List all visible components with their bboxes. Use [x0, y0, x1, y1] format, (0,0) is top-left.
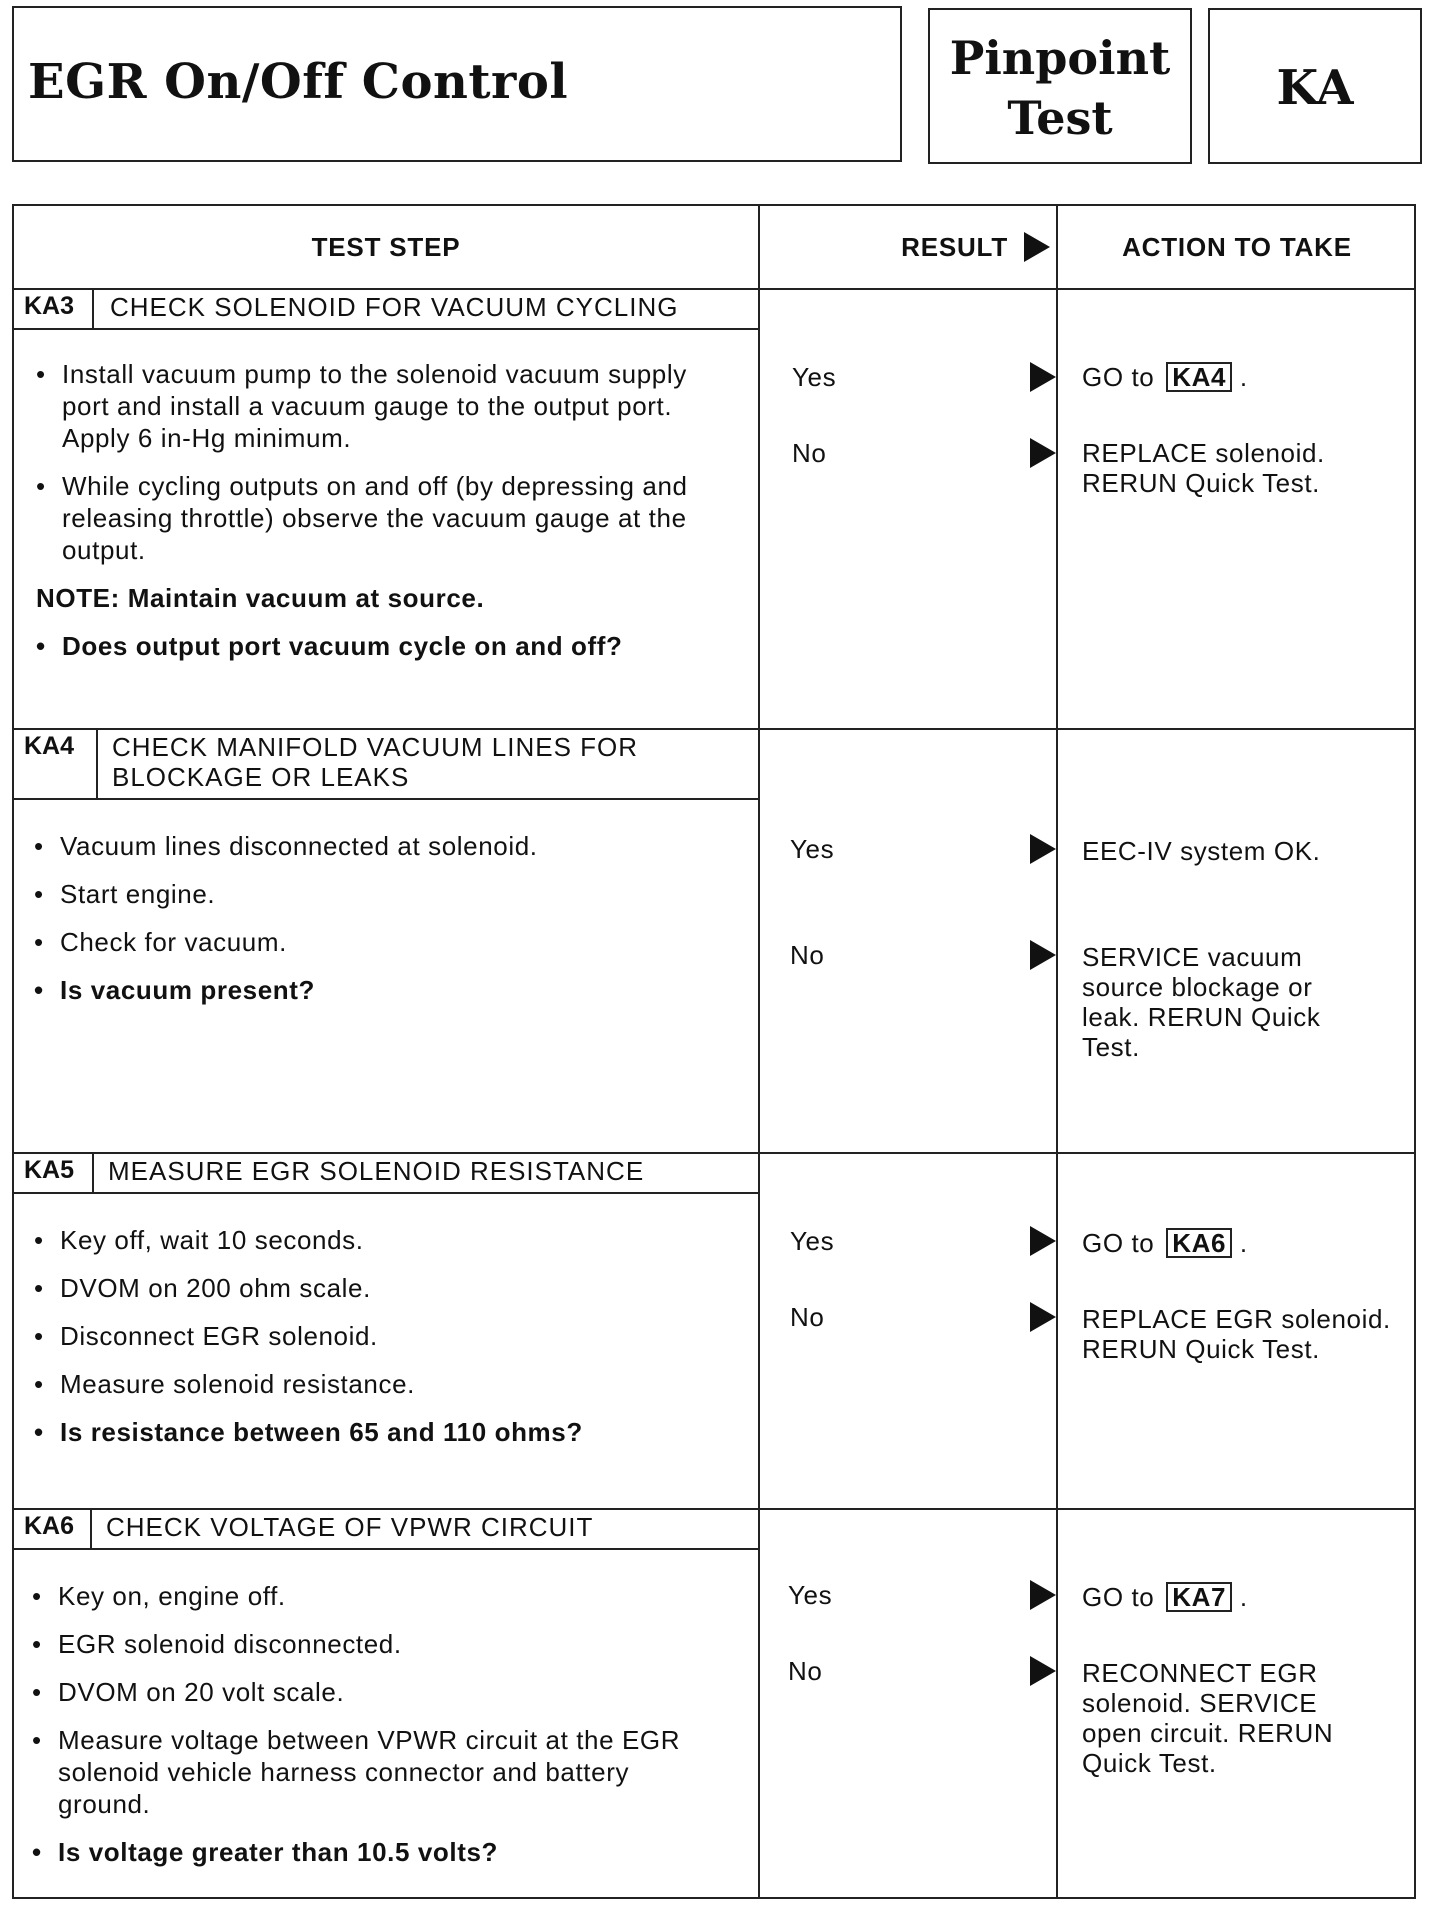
- result-no: No: [790, 940, 825, 970]
- action-period: .: [1239, 362, 1248, 392]
- step-title: MEASURE EGR SOLENOID RESISTANCE: [108, 1156, 645, 1186]
- list-item: • Check for vacuum.: [30, 926, 730, 958]
- result-no: No: [788, 1656, 823, 1686]
- pinpoint-line-1: Pinpoint: [949, 31, 1171, 85]
- header-test-step: TEST STEP: [311, 232, 461, 262]
- step-question: • Is resistance between 65 and 110 ohms?: [30, 1416, 730, 1448]
- step-ka4: [14, 728, 1414, 1154]
- pinpoint-line-2: Test: [1007, 91, 1113, 145]
- step-title: CHECK MANIFOLD VACUUM LINES FOR BLOCKAGE OR LEAKS: [112, 732, 639, 792]
- step-header: [14, 1152, 758, 1194]
- action-period: .: [1239, 1582, 1248, 1612]
- result-yes: Yes: [790, 1226, 835, 1256]
- title-box: [12, 6, 902, 162]
- step-reference[interactable]: KA4: [1166, 362, 1232, 392]
- step-header: [14, 728, 758, 800]
- result-yes-arrow-icon: [1030, 1226, 1056, 1256]
- pinpoint-test-label: [930, 28, 1190, 148]
- test-code-box: [1208, 8, 1422, 164]
- result-yes-arrow-icon: [1030, 362, 1056, 392]
- step-reference[interactable]: KA6: [1166, 1228, 1232, 1258]
- result-yes: Yes: [792, 362, 837, 392]
- action-goto-text: GO to: [1082, 1582, 1155, 1612]
- list-item: • EGR solenoid disconnected.: [28, 1628, 718, 1660]
- header-action: ACTION TO TAKE: [1122, 232, 1352, 262]
- table-header: [14, 206, 1414, 290]
- step-body: [30, 1224, 730, 1464]
- result-yes-arrow-icon: [1030, 834, 1056, 864]
- list-item: • Install vacuum pump to the solenoid vacuum supply port and install a vacuum gauge to the output port. Apply 6 in-Hg minimum.: [32, 358, 732, 454]
- result-yes: Yes: [788, 1580, 833, 1610]
- result-no-arrow-icon: [1030, 940, 1056, 970]
- page-title: EGR On/Off Control: [28, 54, 569, 110]
- pinpoint-table: [12, 204, 1416, 1899]
- list-item: • DVOM on 200 ohm scale.: [30, 1272, 730, 1304]
- result-no-arrow-icon: [1030, 438, 1056, 468]
- step-id: KA5: [14, 1152, 94, 1192]
- header-result: RESULT: [901, 232, 1008, 262]
- step-id: KA4: [14, 728, 98, 798]
- step-ka5: [14, 1152, 1414, 1510]
- action-yes: [1082, 362, 1402, 392]
- step-body: [32, 358, 732, 678]
- step-id: KA6: [14, 1508, 92, 1548]
- list-item: • DVOM on 20 volt scale.: [28, 1676, 718, 1708]
- step-reference[interactable]: KA7: [1166, 1582, 1232, 1612]
- step-body: [28, 1580, 718, 1884]
- step-question: • Is vacuum present?: [30, 974, 730, 1006]
- step-id: KA3: [14, 288, 94, 328]
- result-no-arrow-icon: [1030, 1302, 1056, 1332]
- result-yes-arrow-icon: [1030, 1580, 1056, 1610]
- step-note: NOTE: Maintain vacuum at source.: [36, 583, 485, 613]
- list-item: • While cycling outputs on and off (by depressing and releasing throttle) observe the vacuum gauge at the output.: [32, 470, 732, 566]
- action-no: REPLACE solenoid. RERUN Quick Test.: [1082, 438, 1325, 498]
- step-ka3: [14, 288, 1414, 730]
- list-item: • Measure voltage between VPWR circuit at the EGR solenoid vehicle harness connector and battery ground.: [28, 1724, 718, 1820]
- pinpoint-test-box: [928, 8, 1192, 164]
- result-yes: Yes: [790, 834, 835, 864]
- action-yes: [1082, 1582, 1402, 1612]
- action-yes: EEC-IV system OK.: [1082, 836, 1321, 866]
- action-no: SERVICE vacuum source blockage or leak. RERUN Quick Test.: [1082, 942, 1321, 1062]
- step-header: [14, 288, 758, 330]
- list-item: • Key on, engine off.: [28, 1580, 718, 1612]
- header-arrow-icon: [1024, 232, 1050, 262]
- step-body: [30, 830, 730, 1022]
- action-goto-text: GO to: [1082, 362, 1155, 392]
- result-no: No: [790, 1302, 825, 1332]
- result-no-arrow-icon: [1030, 1656, 1056, 1686]
- action-no: RECONNECT EGR solenoid. SERVICE open circuit. RERUN Quick Test.: [1082, 1658, 1334, 1778]
- action-period: .: [1239, 1228, 1248, 1258]
- step-ka6: [14, 1508, 1414, 1897]
- action-goto-text: GO to: [1082, 1228, 1155, 1258]
- list-item: • Start engine.: [30, 878, 730, 910]
- list-item: • Disconnect EGR solenoid.: [30, 1320, 730, 1352]
- list-item: • Measure solenoid resistance.: [30, 1368, 730, 1400]
- action-no: REPLACE EGR solenoid. RERUN Quick Test.: [1082, 1304, 1391, 1364]
- step-title: CHECK VOLTAGE OF VPWR CIRCUIT: [106, 1512, 594, 1542]
- step-question: • Does output port vacuum cycle on and off?: [32, 630, 732, 662]
- result-no: No: [792, 438, 827, 468]
- action-yes: [1082, 1228, 1402, 1258]
- test-code: KA: [1276, 60, 1354, 116]
- step-title: CHECK SOLENOID FOR VACUUM CYCLING: [110, 292, 679, 322]
- list-item: • Key off, wait 10 seconds.: [30, 1224, 730, 1256]
- step-question: • Is voltage greater than 10.5 volts?: [28, 1836, 718, 1868]
- list-item: • Vacuum lines disconnected at solenoid.: [30, 830, 730, 862]
- step-header: [14, 1508, 758, 1550]
